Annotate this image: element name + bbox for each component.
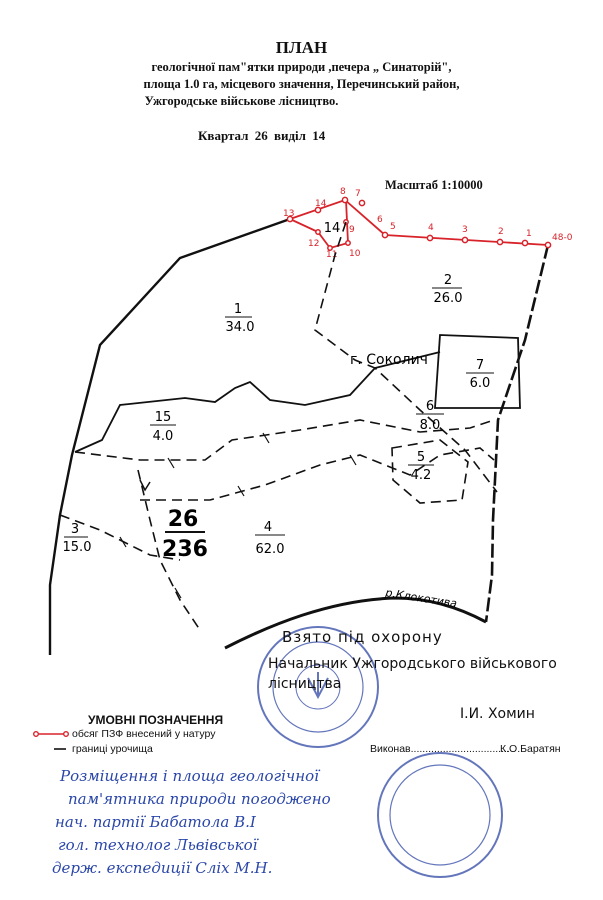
parcel-4-area: 62.0: [255, 542, 285, 557]
arrow-icon: [140, 480, 150, 490]
parcel-14-id: 14: [323, 221, 341, 236]
approval-name: І.И. Хомин: [460, 706, 535, 722]
quarter-east-boundary: [486, 245, 548, 622]
parcel-2-id: 2: [443, 273, 453, 288]
parcel-5-area: 4.2: [410, 468, 432, 483]
parcel-3-id: 3: [70, 522, 80, 537]
point-label: 11: [326, 250, 338, 260]
parcel-7-area: 6.0: [469, 376, 491, 391]
note-line-3: нач. партії Бабатола В.І: [55, 813, 256, 831]
quarter-number: 26: [167, 507, 199, 532]
executor-name: К.О.Баратян: [500, 743, 561, 755]
parcel-6-id: 6: [425, 399, 435, 414]
subtitle-line-3: Ужгородське військове лісництво.: [144, 94, 339, 108]
parcel-7-id: 7: [475, 358, 485, 373]
note-line-4: гол. технолог Львівської: [58, 836, 258, 854]
parcel-15-area: 4.0: [152, 429, 174, 444]
seal-expedition: [378, 753, 502, 877]
legend-item-boundary: обсяг ПЗФ внесений у натуру: [72, 728, 216, 740]
legend-symbols: [32, 728, 72, 758]
parcel-1-id: 1: [233, 302, 243, 317]
river-label: р.Клокотива: [384, 586, 458, 611]
point-label: 4: [428, 223, 434, 233]
parcel-boundaries: [75, 335, 520, 452]
legend-title: УМОВНІ ПОЗНАЧЕННЯ: [88, 713, 224, 727]
point-label: 8: [340, 187, 346, 197]
point-label: 5: [390, 222, 396, 232]
parcel-15-id: 15: [154, 410, 172, 425]
note-line-1: Розміщення і площа геологічної: [60, 767, 319, 785]
point-label: 9: [349, 225, 355, 235]
point-label: 14: [315, 199, 327, 209]
point-label: 6: [377, 215, 383, 225]
place-name-label: г. Соколич: [350, 352, 428, 368]
parcel-4-id: 4: [263, 520, 273, 535]
parcel-5-id: 5: [416, 450, 426, 465]
legend-item-tract: границі урочища: [72, 743, 153, 755]
parcel-1-area: 34.0: [225, 320, 255, 335]
subtitle-line-1: геологічної пам"ятки природи ,печера „ Синаторій",: [151, 60, 452, 74]
parcel-6-area: 8.0: [419, 418, 441, 433]
parcel-labels: [63, 221, 494, 557]
parcel-2-area: 26.0: [433, 291, 463, 306]
scale-label: Масштаб 1:10000: [385, 178, 483, 192]
survey-ticks: [120, 433, 356, 598]
note-line-5: держ. експедиції Сліх М.Н.: [52, 859, 273, 877]
point-label: 48-0: [552, 233, 573, 243]
approval-line-2: Начальник Ужгородського військового: [268, 656, 557, 672]
executor-label: Виконав..................................: [370, 743, 510, 755]
quarter-label: Квартал 26 виділ 14: [198, 128, 326, 143]
page-title: ПЛАН: [275, 38, 328, 57]
point-label: 10: [349, 249, 361, 259]
point-label: 12: [308, 239, 320, 249]
approval-line-1: Взято під охорону: [282, 628, 443, 646]
quarter-area: 236: [162, 537, 208, 562]
parcel-3-area: 15.0: [62, 540, 92, 555]
point-label: 2: [498, 227, 504, 237]
point-label: 1: [526, 229, 532, 239]
note-line-2: пам'ятника природи погоджено: [68, 790, 331, 808]
point-label: 3: [462, 225, 468, 235]
subtitle-line-2: площа 1.0 га, місцевого значення, Перечинський район,: [143, 77, 460, 91]
approval-line-3: лісництва: [268, 676, 342, 692]
point-label: 13: [283, 209, 295, 219]
point-label: 7: [355, 189, 361, 199]
quarter-number-block: [162, 507, 208, 562]
